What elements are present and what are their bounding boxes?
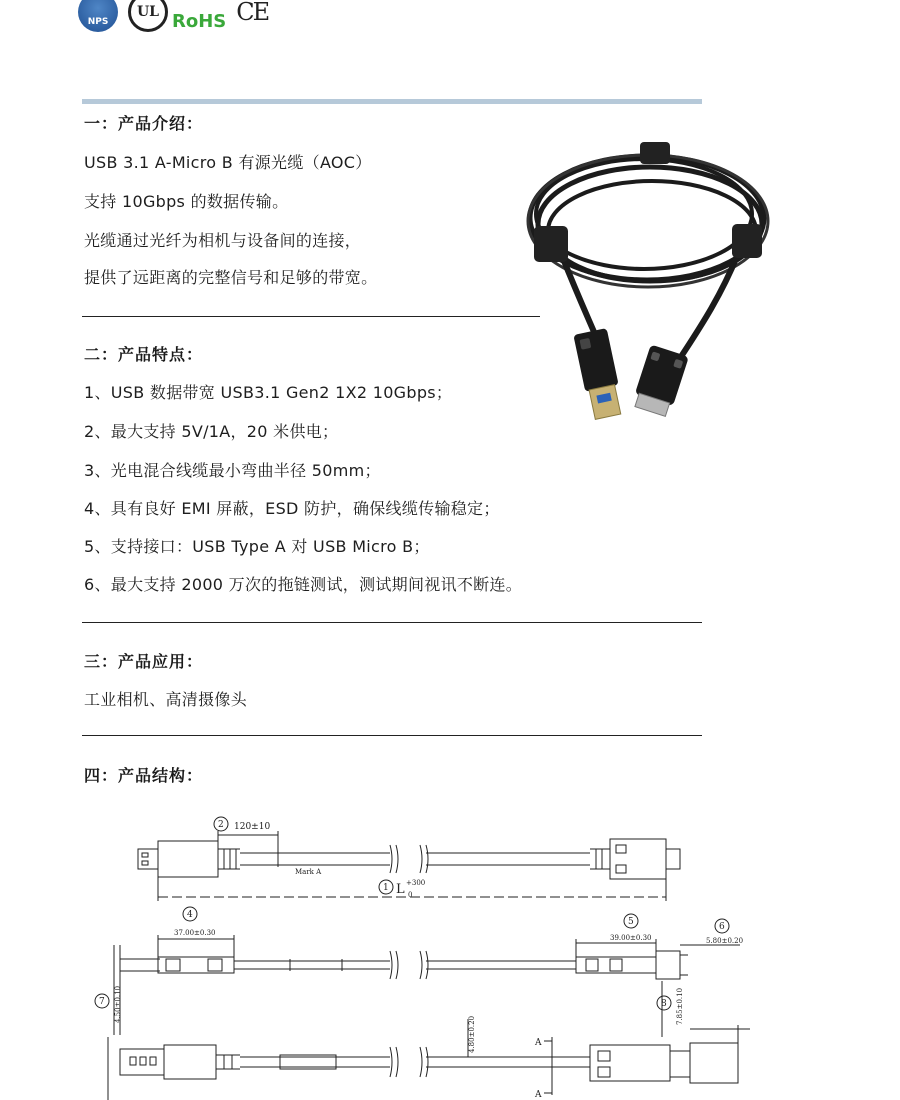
feature-item: 4、具有良好 EMI 屏蔽，ESD 防护，确保线缆传输稳定； (84, 499, 500, 518)
section-divider (82, 622, 702, 623)
rohs-logo: RoHS (172, 10, 227, 32)
callout-5: 5 (628, 917, 634, 927)
features-heading: 二：产品特点： (84, 345, 204, 364)
application-heading: 三：产品应用： (84, 652, 204, 671)
intro-line: 支持 10Gbps 的数据传输。 (84, 192, 289, 211)
section-divider (82, 316, 540, 317)
intro-heading: 一：产品介绍： (84, 114, 204, 133)
mark-a-label: Mark A (295, 868, 322, 876)
intro-line: 提供了远距离的完整信号和足够的带宽。 (84, 268, 378, 287)
intro-line: USB 3.1 A-Micro B 有源光缆（AOC） (84, 153, 372, 172)
dim-4-value: 37.00±0.30 (174, 929, 216, 937)
feature-item: 3、光电混合线缆最小弯曲半径 50mm； (84, 461, 381, 480)
dim-mid-value: 4.80±0.20 (468, 1015, 476, 1053)
feature-item: 6、最大支持 2000 万次的拖链测试，测试期间视讯不断连。 (84, 575, 523, 594)
nps-logo: NPS (78, 0, 118, 32)
feature-item: 1、USB 数据带宽 USB3.1 Gen2 1X2 10Gbps； (84, 383, 453, 402)
section-a-label: A (535, 1038, 542, 1048)
callout-1: 1 (383, 883, 389, 893)
dim-7-value: 4.50±0.10 (114, 985, 122, 1023)
callout-2: 2 (218, 820, 224, 830)
top-divider-bar (82, 99, 702, 104)
callout-7: 7 (99, 997, 105, 1007)
structure-heading: 四：产品结构： (84, 766, 204, 785)
dim-1-tol-upper: +300 (406, 879, 426, 887)
callout-8: 8 (661, 999, 667, 1009)
application-line: 工业相机、高清摄像头 (84, 690, 248, 709)
section-divider (82, 735, 702, 736)
ul-logo: UL (128, 0, 168, 32)
callout-4: 4 (187, 910, 193, 920)
certification-logos (78, 0, 268, 32)
feature-item: 2、最大支持 5V/1A，20 米供电； (84, 422, 339, 441)
structure-drawing (90, 805, 770, 1100)
intro-line: 光缆通过光纤为相机与设备间的连接， (84, 231, 362, 250)
dim-6-value: 5.80±0.20 (706, 937, 744, 945)
ce-logo: CE (236, 0, 269, 26)
section-a-label: A (535, 1090, 542, 1100)
feature-item: 5、支持接口：USB Type A 对 USB Micro B； (84, 537, 430, 556)
dim-1-label: L (396, 882, 405, 897)
product-photo (522, 136, 782, 436)
callout-6: 6 (719, 922, 725, 932)
dim-2-value: 120±10 (234, 822, 271, 832)
dim-1-tol-lower: 0 (408, 891, 413, 899)
dim-8-value: 7.85±0.10 (676, 987, 684, 1025)
dim-5-value: 39.00±0.30 (610, 934, 652, 942)
